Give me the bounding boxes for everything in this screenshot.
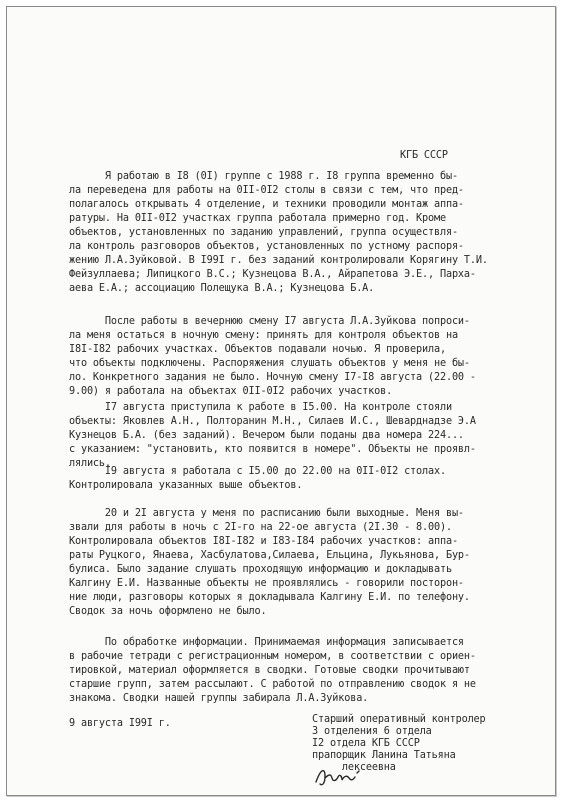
paragraph-4: I9 августа я работала с I5.00 до 22.00 на 0II-0I2 столах. Контролировала указанных выше объектов. xyxy=(69,466,446,491)
document-header: КГБ СССР xyxy=(400,150,448,161)
signature-block: Старший оперативный контролер 3 отделения 6 отдела I2 отдела КГБ СССР прапорщик Ланина Татьяна лексеевна xyxy=(312,714,486,773)
paragraph-2: После работы в вечернюю смену I7 августа Л.А.Зуйкова попроси- ла меня остаться в ночную смену: принять для контроля объектов на I8I-I82 рабочих участках. Объектов подавали ночью. Я проверила, что объекты подключены. Распоряжения слушать объектов у меня не бы- ло. Конкретного задания не было. Ночную смену I7-I8 августа (22.00 - 9.00) я работала на объектах 0II-0I2 рабочих участков. xyxy=(69,316,476,397)
paragraph-6: По обработке информации. Принимаемая информация записывается в рабочие тетради с регистрационным номером, в соответствии с ориен- тировкой, материал оформляется в сводки. Готовые сводки прочитывают старшие групп, затем рассылают. С работой по отправлению сводок я не знакома. Сводки нашей группы забирала Л.А.Зуйкова. xyxy=(69,637,476,704)
document-date: 9 августа I99I г. xyxy=(69,718,171,729)
paragraph-1: Я работаю в I8 (0I) группе с 1988 г. I8 группа временно бы- ла переведена для работы на 0II-0I2 столы в связи с тем, что пред- полагалось открывать 4 отделение, и техники проводили монтаж аппа- ратуры. На 0II-0I2 участках группа работала примерно год. Кроме объектов, установленных по заданию управлений, группа осуществля- ла контроль разговоров объектов, установленных по устному распоря- жению Л.А.Зуйковой. В I99I г. без заданий контролировали Корягину Т.И. Фейзуллаева; Липицкого В.С.; Кузнецова В.А., Айрапетова Э.Е., Парха- аева Е.А.; ассоциацию Полещука В.А.; Кузнецова Б.А. xyxy=(69,171,488,294)
handwritten-signature xyxy=(313,764,383,790)
paragraph-5: 20 и 2I августа у меня по расписанию были выходные. Меня вы- звали для работы в ночь с 2I-го на 22-ое августа (2I.30 - 8.00). Контролировала объектов I8I-I82 и I83-I84 рабочих участков: аппа- раты Руцкого, Янаева, Хасбулатова,Силаева, Ельцина, Лукьянова, Бур- булиса. Было задание слушать проходящую информацию и докладывать Калгину Е.И. Названные объекты не проявлялись - говорили посторон- ние люди, разговоры которых я докладывала Калгину Е.И. по телефону. Сводок за ночь оформлено не было. xyxy=(69,508,470,617)
paragraph-3: I7 августа приступила к работе в I5.00. На контроле стояли объекты: Яковлев А.Н., Полторанин М.Н., Силаев И.С., Шеварднадзе Э.А Кузнецов Б.А. (без заданий). Вечером были поданы два номера 224... с указанием: "установить, кто появится в номере". Объекты не проявл- лялись. xyxy=(69,402,476,469)
document-page xyxy=(6,6,556,796)
